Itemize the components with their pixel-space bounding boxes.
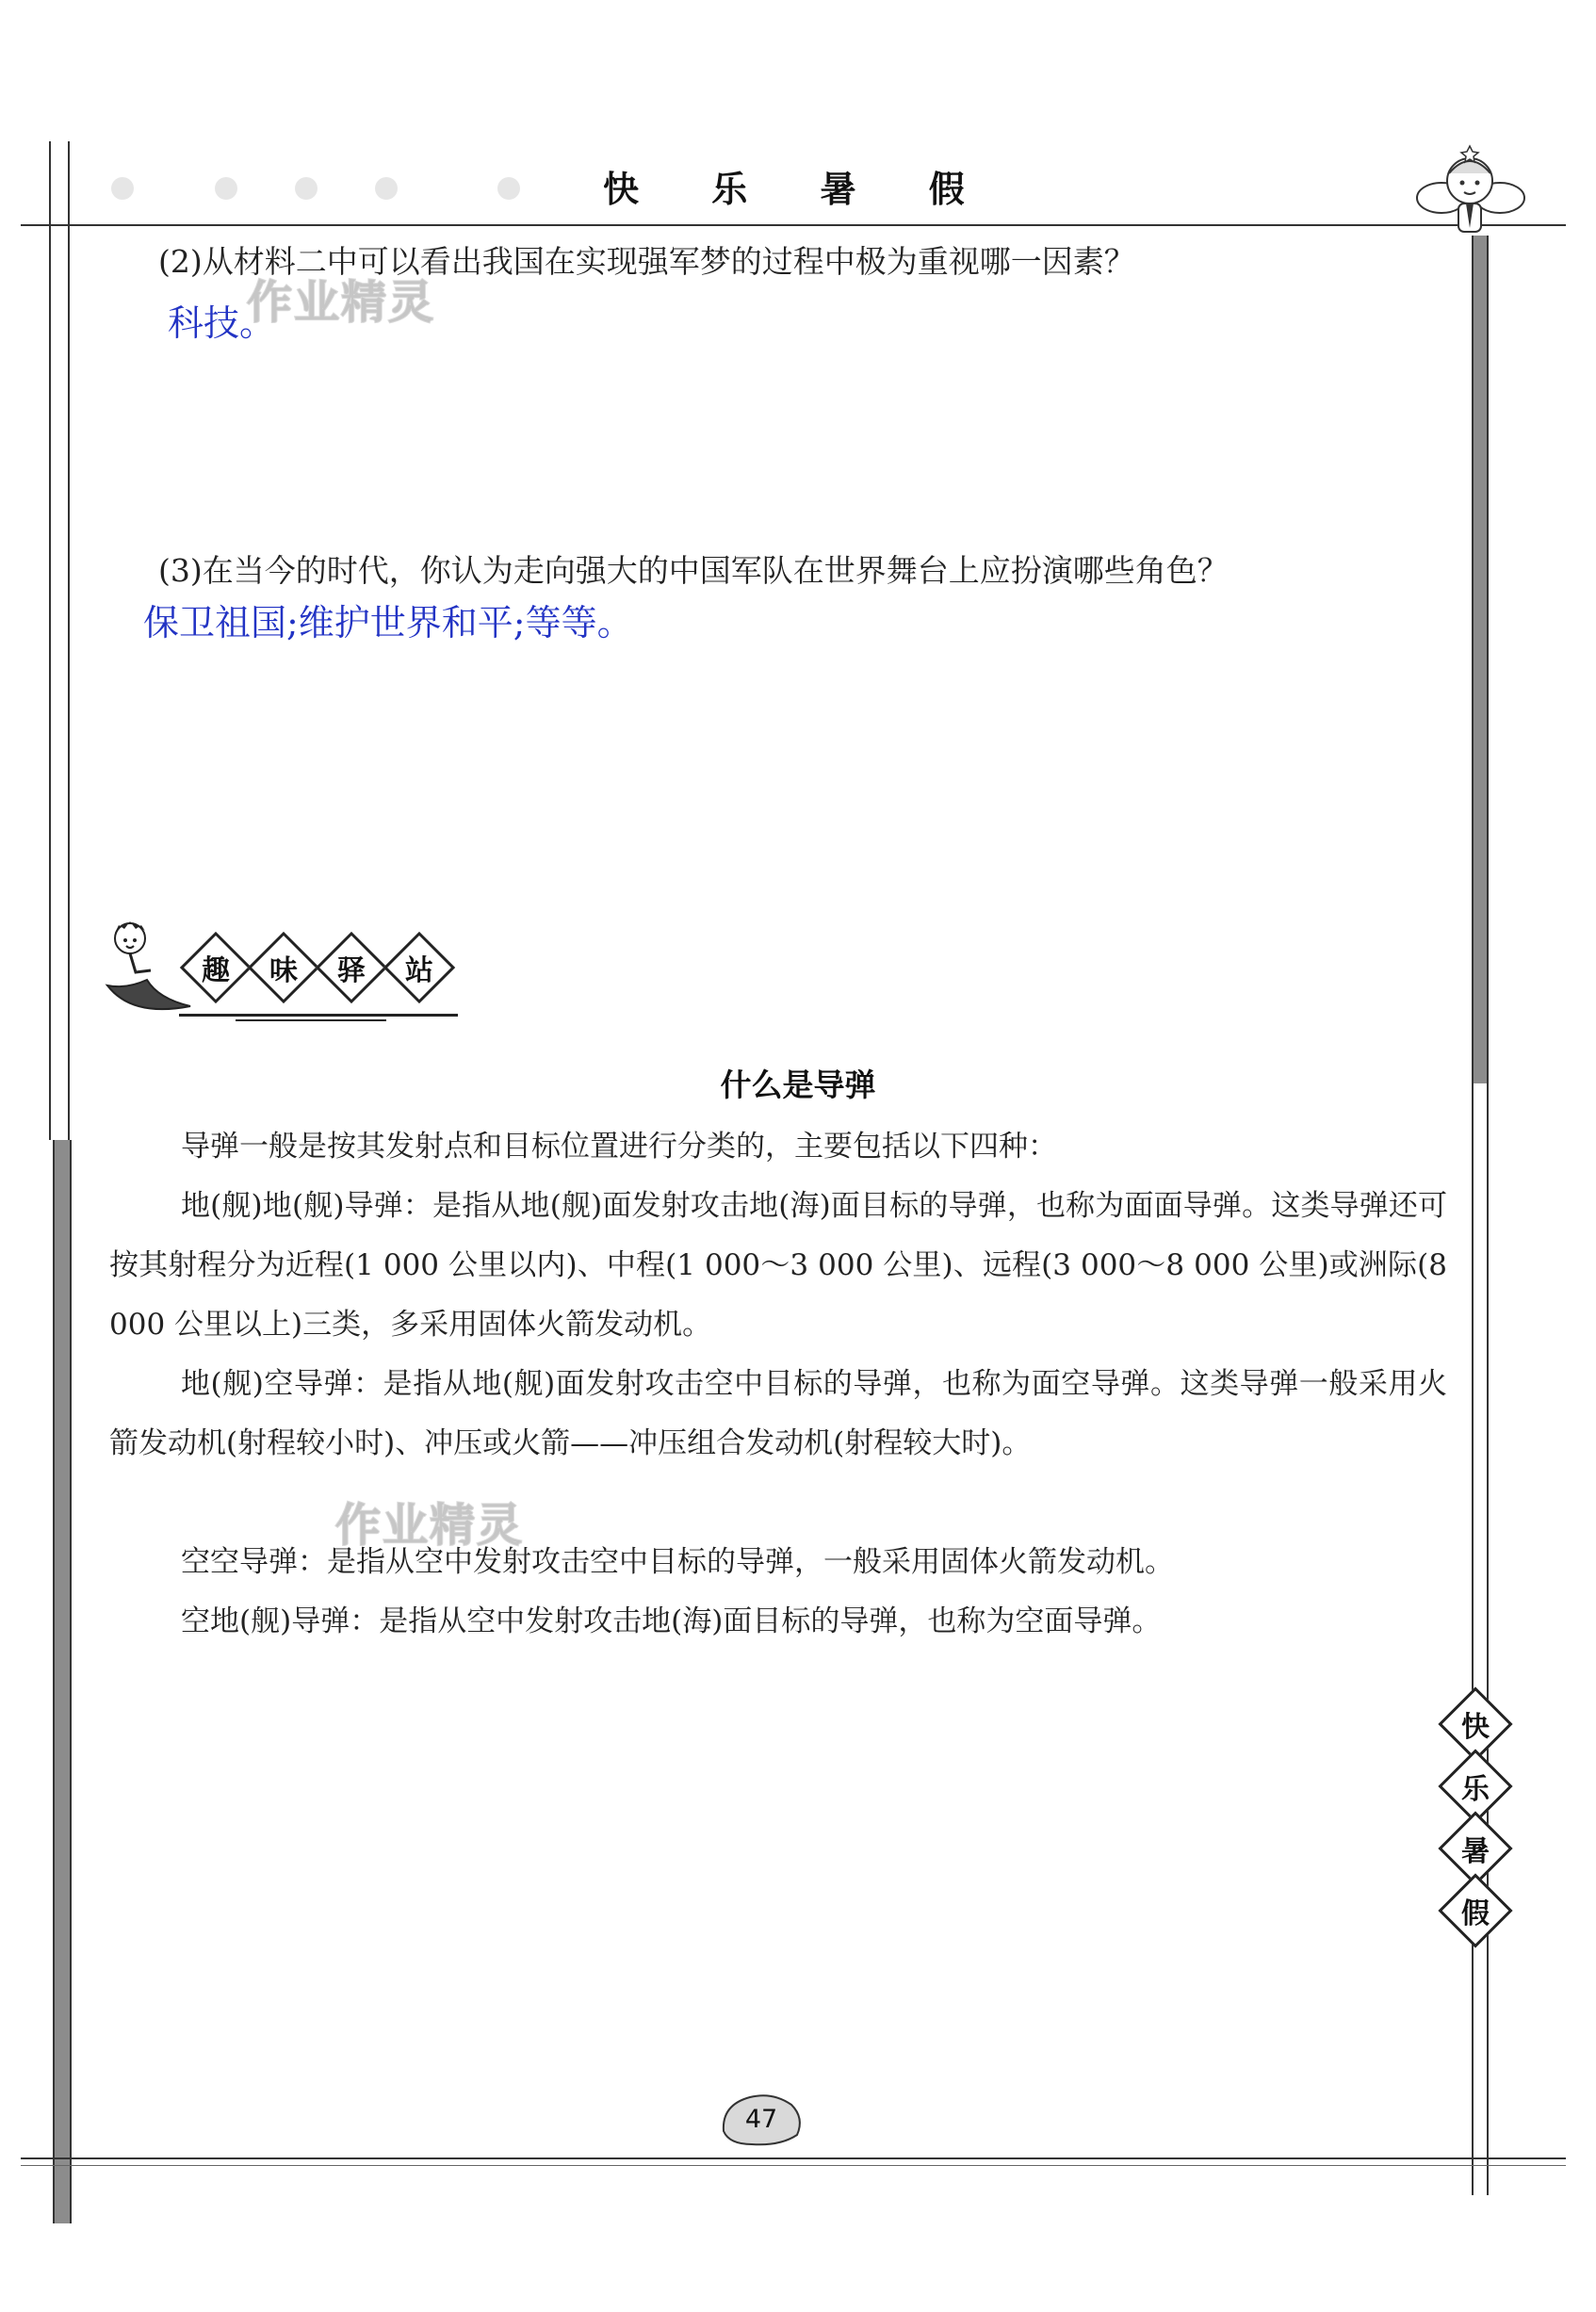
article-paragraph-1: 导弹一般是按其发射点和目标位置进行分类的，主要包括以下四种： <box>181 1130 1057 1164</box>
article-paragraph-3: 地(舰)空导弹：是指从地(舰)面发射攻击空中目标的导弹，也称为面空导弹。这类导弹一般采用火箭发动机(射程较小时)、冲压或火箭——冲压组合发动机(射程较大时)。 <box>109 1367 1447 1460</box>
question-3-answer: 保卫祖国;维护世界和平;等等。 <box>143 602 633 643</box>
section-char-4 <box>383 932 455 1003</box>
section-underline-2 <box>236 1019 386 1021</box>
section-char-4-text: 站 <box>405 954 433 987</box>
side-tab-char-2-text: 乐 <box>1461 1773 1490 1806</box>
header-title: 快 乐 暑 假 <box>603 169 995 210</box>
left-frame-line-top <box>68 141 70 1140</box>
section-tag <box>104 914 462 1027</box>
footer-rule <box>21 2157 1566 2159</box>
question-2-prompt: (2)从材料二中可以看出我国在实现强军梦的过程中极为重视哪一因素？ <box>158 243 1135 280</box>
section-char-2-text: 味 <box>269 954 298 987</box>
article-paragraph-4: 空空导弹：是指从空中发射攻击空中目标的导弹，一般采用固体火箭发动机。 <box>181 1545 1174 1579</box>
header-rule <box>21 224 1566 226</box>
side-tab-char-4-text: 假 <box>1461 1897 1490 1930</box>
watermark: 作业精灵 <box>247 276 436 329</box>
side-tab-char-4 <box>1438 1873 1512 1947</box>
section-char-2 <box>248 932 319 1003</box>
right-frame-bar <box>1472 236 1489 1083</box>
fairy-mascot-icon <box>1413 141 1526 264</box>
side-tab-char-1-text: 快 <box>1461 1711 1490 1744</box>
article-paragraph-5: 空地(舰)导弹：是指从空中发射攻击地(海)面目标的导弹，也称为空面导弹。 <box>181 1604 1162 1638</box>
page-number-badge <box>714 2086 808 2152</box>
side-tab-char-3-text: 暑 <box>1461 1835 1490 1868</box>
watermark-2: 作业精灵 <box>335 1499 525 1552</box>
footer-rule-2 <box>21 2165 1566 2166</box>
right-frame-line-2 <box>1487 1083 1489 2195</box>
left-frame-bar <box>53 1140 72 2223</box>
header-decoration <box>104 168 556 205</box>
section-char-3-text: 驿 <box>337 954 366 987</box>
section-underline <box>179 1014 458 1017</box>
left-frame-line <box>49 141 51 1140</box>
section-char-3 <box>316 932 387 1003</box>
right-frame-line <box>1472 1083 1474 2195</box>
section-char-1-text: 趣 <box>202 954 230 987</box>
question-2-answer: 科技。 <box>168 302 276 344</box>
article-paragraph-2: 地(舰)地(舰)导弹：是指从地(舰)面发射攻击地(海)面目标的导弹，也称为面面导弹。这类导弹还可按其射程分为近程(1 000 公里以内)、中程(1 000～3 000 公里)、远程(3 000～8 000 公里)或洲际(8 000 公里以上)三类，多采用固体火箭发动机。 <box>109 1189 1447 1342</box>
article-title: 什么是导弹 <box>720 1066 876 1103</box>
question-3-prompt: (3)在当今的时代，你认为走向强大的中国军队在世界舞台上应扮演哪些角色？ <box>158 552 1229 589</box>
page-number: 47 <box>744 2104 778 2134</box>
